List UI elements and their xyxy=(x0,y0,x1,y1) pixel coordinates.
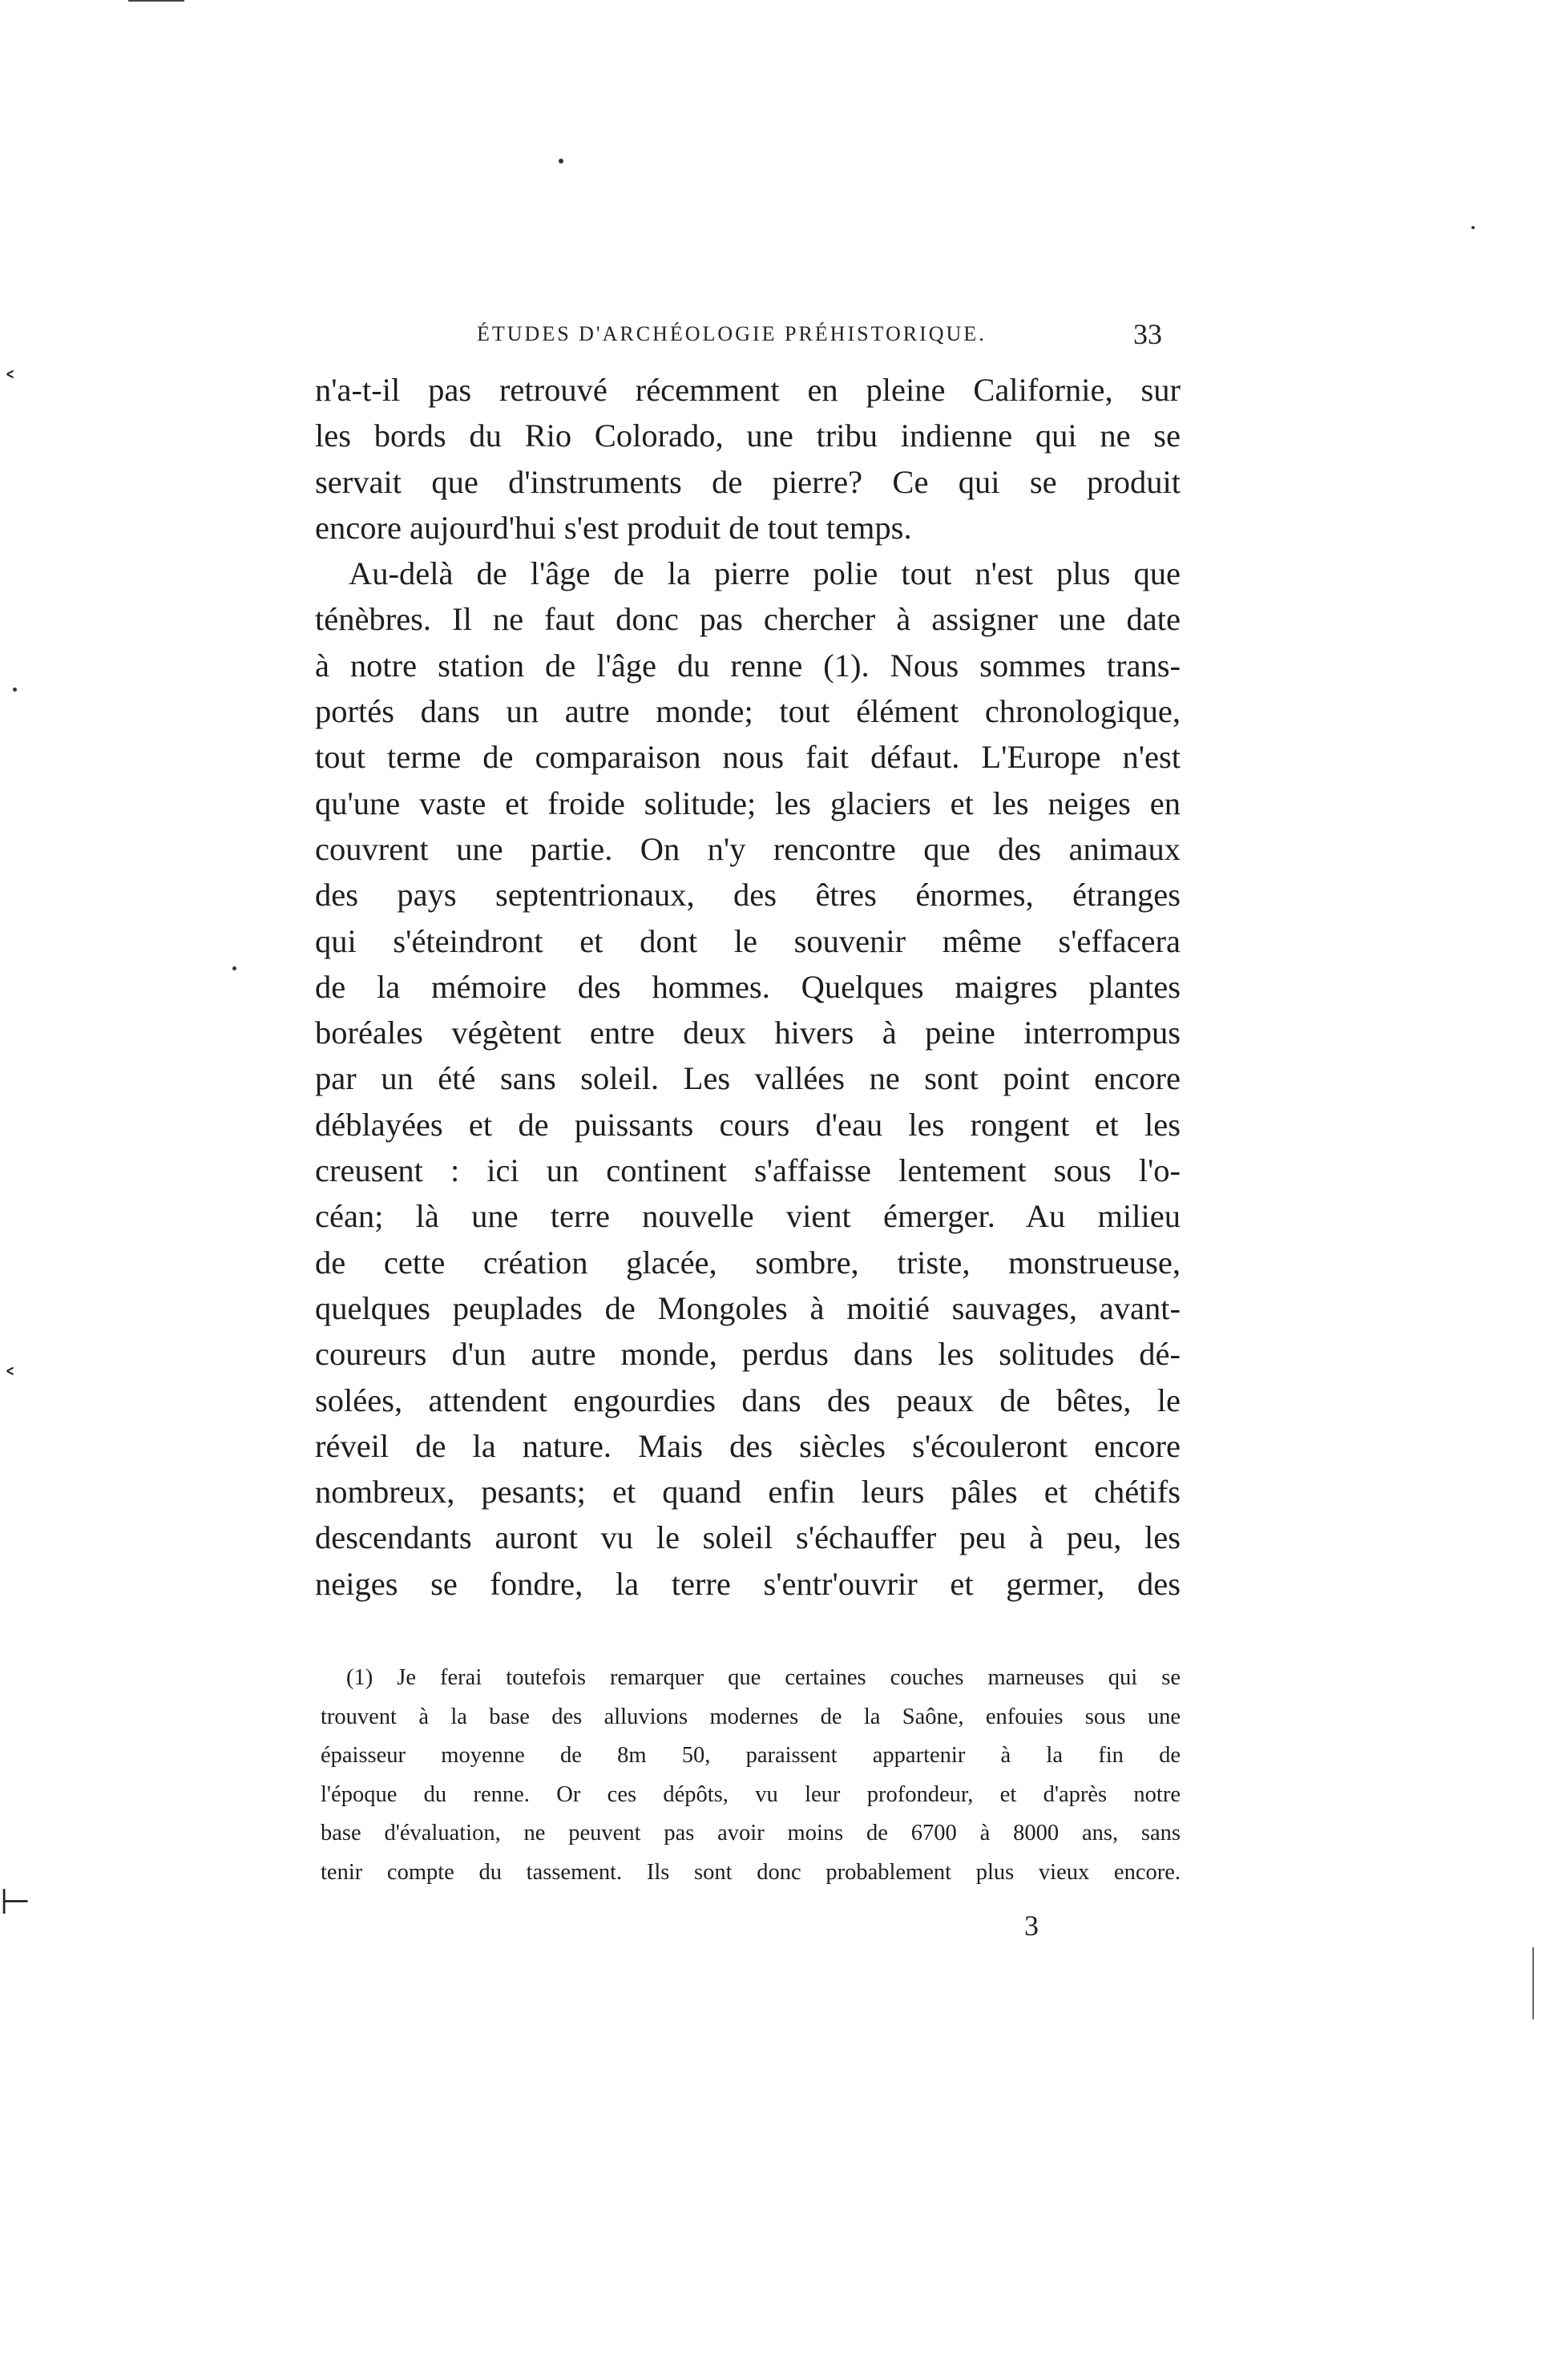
text-line: céan; là une terre nouvelle vient émerger. Au milieu xyxy=(315,1198,1181,1235)
ink-speck xyxy=(1471,226,1475,229)
scan-edge-rule xyxy=(1532,1947,1534,2019)
text-line: quelques peuplades de Mongoles à moitié sauvages, avant- xyxy=(315,1289,1181,1326)
text-line: de la mémoire des hommes. Quelques maigres plantes xyxy=(315,968,1181,1005)
text-line: de cette création glacée, sombre, triste, monstrueuse, xyxy=(315,1244,1181,1281)
text-line: réveil de la nature. Mais des siècles s'écouleront encore xyxy=(315,1427,1181,1464)
signature-mark: 3 xyxy=(1024,1910,1039,1942)
text-line: encore aujourd'hui s'est produit de tout temps. xyxy=(315,509,912,546)
scan-edge-mark xyxy=(128,0,184,2)
page-number: 33 xyxy=(1133,318,1162,350)
body-text xyxy=(315,367,1181,1607)
text-line: boréales végètent entre deux hivers à peine interrompus xyxy=(315,1015,1181,1051)
text-line: qu'une vaste et froide solitude; les glaciers et les neiges en xyxy=(315,785,1181,821)
text-line: à notre station de l'âge du renne (1). Nous sommes trans- xyxy=(315,647,1181,684)
text-line: tout terme de comparaison nous fait défaut. L'Europe n'est xyxy=(315,739,1181,776)
ink-speck xyxy=(559,159,563,163)
text-line: qui s'éteindront et dont le souvenir même s'effacera xyxy=(315,922,1181,959)
text-line: solées, attendent engourdies dans des peaux de bêtes, le xyxy=(315,1382,1181,1418)
margin-mark-icon: ˂ xyxy=(3,368,17,400)
footnote-line: trouvent à la base des alluvions modernes de la Saône, enfouies sous une xyxy=(321,1704,1181,1729)
text-line: coureurs d'un autre monde, perdus dans les solitudes dé- xyxy=(315,1336,1181,1373)
text-line: ténèbres. Il ne faut donc pas chercher à assigner une date xyxy=(315,601,1181,638)
text-line: neiges se fondre, la terre s'entr'ouvrir et germer, des xyxy=(315,1565,1181,1602)
text-line: n'a-t-il pas retrouvé récemment en pleine Californie, sur xyxy=(315,372,1181,408)
footnote-line: base d'évaluation, ne peuvent pas avoir moins de 6700 à 8000 ans, sans xyxy=(321,1821,1181,1846)
footnote-line: épaisseur moyenne de 8m 50, paraissent appartenir à la fin de xyxy=(321,1743,1181,1768)
footnote-line: l'époque du renne. Or ces dépôts, vu leur profondeur, et d'après notre xyxy=(321,1781,1181,1807)
ink-speck xyxy=(232,966,236,970)
ink-speck xyxy=(13,688,17,692)
text-line: par un été sans soleil. Les vallées ne sont point encore xyxy=(315,1060,1181,1097)
text-line: portés dans un autre monde; tout élément chronologique, xyxy=(315,693,1181,730)
text-line: servait que d'instruments de pierre? Ce qui se produit xyxy=(315,463,1181,500)
page-header xyxy=(477,317,1162,354)
text-line: Au-delà de l'âge de la pierre polie tout n'est plus que xyxy=(349,555,1181,592)
text-line: nombreux, pesants; et quand enfin leurs pâles et chétifs xyxy=(315,1474,1181,1511)
footnote xyxy=(321,1659,1181,1892)
text-line: les bords du Rio Colorado, une tribu indienne qui ne se xyxy=(315,418,1181,454)
running-title: ÉTUDES D'ARCHÉOLOGIE PRÉHISTORIQUE. xyxy=(477,322,987,345)
text-line: déblayées et de puissants cours d'eau les rongent et les xyxy=(315,1106,1181,1143)
footnote-line: (1) Je ferai toutefois remarquer que certaines couches marneuses qui se xyxy=(346,1665,1181,1690)
margin-mark-icon: ⊢ xyxy=(0,1882,31,1922)
text-line: creusent : ici un continent s'affaisse lentement sous l'o- xyxy=(315,1152,1181,1189)
text-line: couvrent une partie. On n'y rencontre que des animaux xyxy=(315,830,1181,867)
footnote-line: tenir compte du tassement. Ils sont donc probablement plus vieux encore. xyxy=(321,1859,1181,1885)
margin-mark-icon: ˂ xyxy=(3,1365,17,1397)
text-line: des pays septentrionaux, des êtres énormes, étranges xyxy=(315,877,1181,914)
text-line: descendants auront vu le soleil s'échauffer peu à peu, les xyxy=(315,1519,1181,1556)
